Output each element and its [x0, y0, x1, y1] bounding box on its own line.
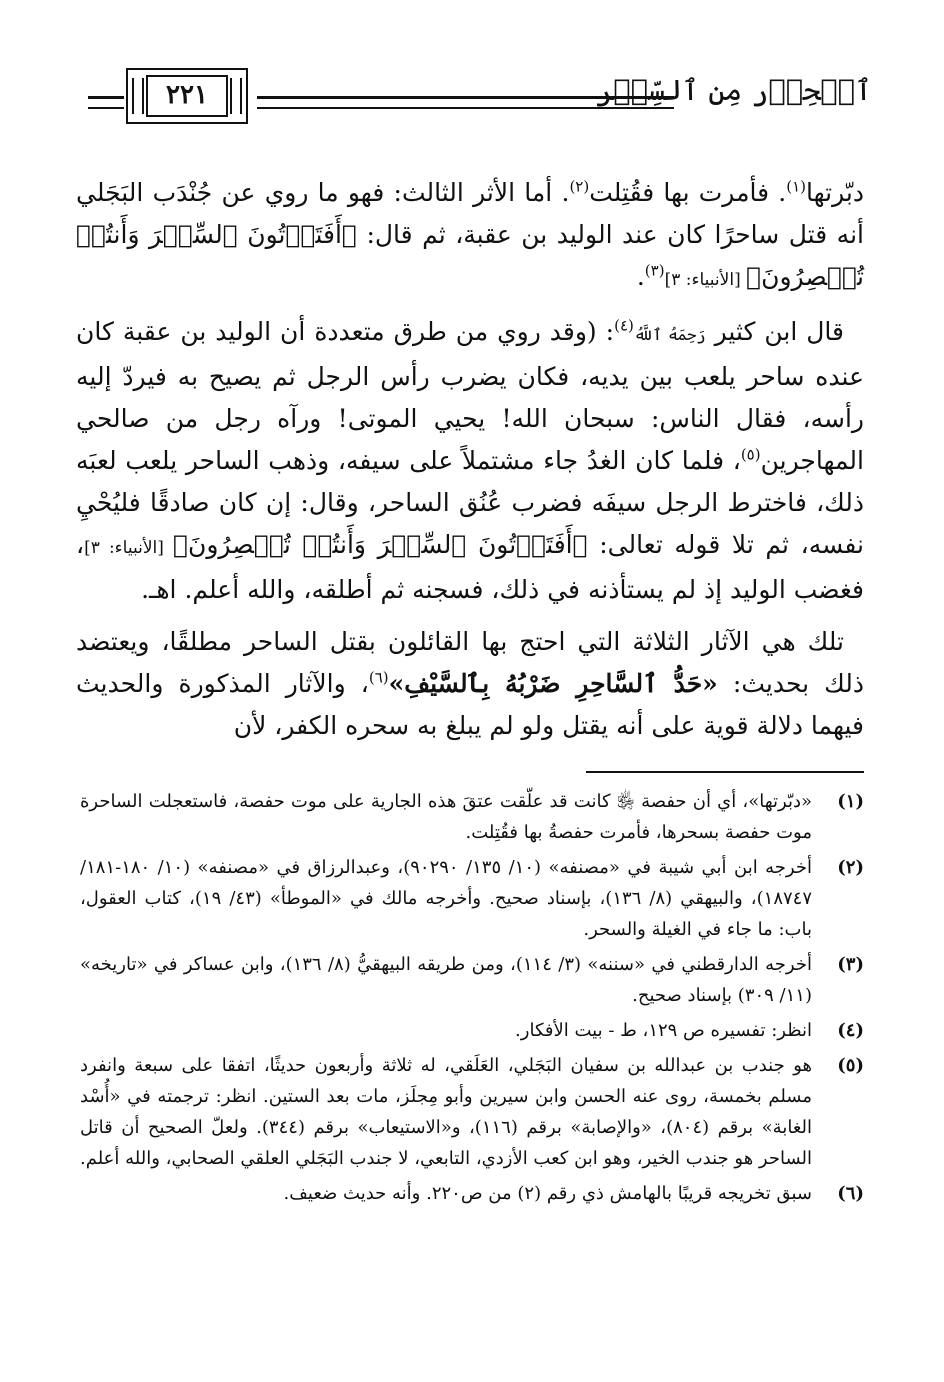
footnote-6 [80, 1178, 864, 1209]
text-run: تلك هي الآثار الثلاثة التي احتج بها القائلون بقتل الساحر مطلقًا، ويعتضد ذلك بحديث: [76, 627, 864, 698]
page-number-frame [126, 68, 248, 124]
quran-verse: ﴿أَفَتَأۡتُونَ ٱلسِّحۡرَ وَأَنتُمۡ تُبۡصِرُونَ﴾ [76, 220, 864, 291]
text-run: ، فغضب الوليد إذ لم يستأذنه في ذلك، فسجنه ثم أطلقه، والله أعلم. اهـ. [76, 530, 864, 604]
text-run: قال ابن كثير [705, 317, 844, 346]
footnote-2 [80, 852, 864, 945]
footnote-text: «دبّرتها»، أي أن حفصة ﵂ كانت قد علّقت عتقَ هذه الجارية على موت حفصة، فاستعجلت الساحرة موت حفصة بسحرها، فأمرت حفصةُ بها فقُتِلت. [80, 791, 812, 843]
text-run: ، والآثار المذكورة والحديث فيهما دلالة قوية على أنه يقتل ولو لم يبلغ به سحره الكفر، لأن [76, 669, 864, 740]
text-run: ، فلما كان الغدُ جاء مشتملاً على سيفه، وذهب الساحر يلعب لعبَه ذلك، فاخترط الرجل سيفَه فضرب عُنُق الساحر، وقال: إن كان صادقًا فليُحْيِ نفسه، ثم تلا قوله تعالى: [76, 446, 864, 559]
paragraph-2 [76, 311, 864, 611]
footnote-5 [80, 1050, 864, 1174]
footnote-number: (١) [837, 791, 864, 812]
main-text [76, 172, 864, 757]
text-run: . [636, 262, 645, 291]
footnote-text: انظر: تفسيره ص ١٢٩، ط - بيت الأفكار. [515, 1020, 812, 1041]
verse-reference: [الأنبياء: ٣] [664, 270, 747, 290]
footnote-text: سبق تخريجه قريبًا بالهامش ذي رقم (٢) من ص٢٢٠. وأنه حديث ضعيف. [283, 1183, 812, 1204]
header-rule-left [88, 96, 124, 109]
footnote-4 [80, 1015, 864, 1046]
footnote-text: هو جندب بن عبدالله بن سفيان البَجَلي، العَلَقي، له ثلاثة وأربعون حديثًا، اتفقا على سبعة وانفرد مسلم بخمسة، روى عنه الحسن وابن سيرين وأبو مِجلَز، مات بعد الستين. انظر: ترجمته في «أُسْد الغابة» برقم (٨٠٤)، «والإصابة» برقم (١١٦)، و«الاستيعاب» برقم (٣٤٤). ولعلّ الصحيح أن قاتل الساحر هو جندب الخير، وهو ابن كعب الأزدي، التابعي، لا جندب البَجَلي العلقي الصحابي، والله أعلم. [80, 1055, 812, 1169]
hadith-quote: «حَدُّ ٱلسَّاحِرِ ضَرْبُهُ بِٱلسَّيْفِ» [388, 669, 718, 698]
text-run: . أما الأثر الثالث: فهو ما روي عن جُنْدَب البَجَلي أنه قتل ساحرًا كان عند الوليد بن عقبة، ثم قال: [76, 178, 864, 249]
footnote-number: (٣) [837, 954, 864, 975]
text-run: . فأمرت بها فقُتِلت [589, 178, 787, 207]
header-rule-right [257, 96, 674, 109]
verse-reference: [الأنبياء: ٣] [84, 538, 173, 558]
footnote-ref: (٤) [614, 316, 634, 335]
page-number: ٢٢١ [166, 80, 208, 110]
text-run: : (وقد روي من طرق متعددة أن الوليد بن عقبة كان عنده ساحر يلعب بين يديه، فكان يضرب رأس الرجل ثم يصيح به فيردّ إليه رأسه، فقال الناس: سبحان الله! يحيي الموتى! ورآه رجل من صالحي المهاجرين [76, 317, 864, 475]
paragraph-3 [76, 621, 864, 747]
footnote-number: (٤) [837, 1020, 864, 1041]
footnote-text: أخرجه الدارقطني في «سننه» (٣/ ١١٤)، ومن طريقه البيهقيُّ (٨/ ١٣٦)، وابن عساكر في «تاريخه» (١١/ ٣٠٩) بإسناد صحيح. [80, 954, 812, 1006]
paragraph-1 [76, 172, 864, 301]
footnote-separator [586, 771, 864, 773]
footnote-3 [80, 949, 864, 1011]
quran-verse: ﴿أَفَتَأۡتُونَ ٱلسِّحۡرَ وَأَنتُمۡ تُبۡصِرُونَ﴾ [172, 530, 588, 559]
footnote-ref: (١) [786, 177, 807, 196]
footnote-number: (٢) [837, 857, 864, 878]
honorific: رَحِمَهُ ٱللَّهُ [633, 325, 706, 344]
footnote-ref: (٢) [569, 177, 590, 196]
footnote-number: (٥) [837, 1055, 864, 1076]
page-header [88, 62, 872, 122]
footnote-ref: (٥) [740, 445, 761, 464]
text-run: دبّرتها [806, 178, 865, 207]
running-title: ٱلۡحِذۡر مِن ٱلسِّحۡر [596, 73, 872, 107]
footnote-number: (٦) [837, 1183, 864, 1204]
footnotes [80, 786, 864, 1213]
footnote-1 [80, 786, 864, 848]
footnote-ref: (٣) [644, 261, 665, 280]
footnote-text: أخرجه ابن أبي شيبة في «مصنفه» (١٠/ ١٣٥/ ٩٠٢٩٠)، وعبدالرزاق في «مصنفه» (١٠/ ١٨٠-١٨١/ ١٨٧٤٧)، والبيهقي (٨/ ١٣٦)، بإسناد صحيح. وأخرجه مالك في «الموطأ» (٤٣/ ١٩)، كتاب العقول، باب: ما جاء في الغيلة والسحر. [80, 857, 812, 940]
footnote-ref: (٦) [368, 668, 389, 687]
